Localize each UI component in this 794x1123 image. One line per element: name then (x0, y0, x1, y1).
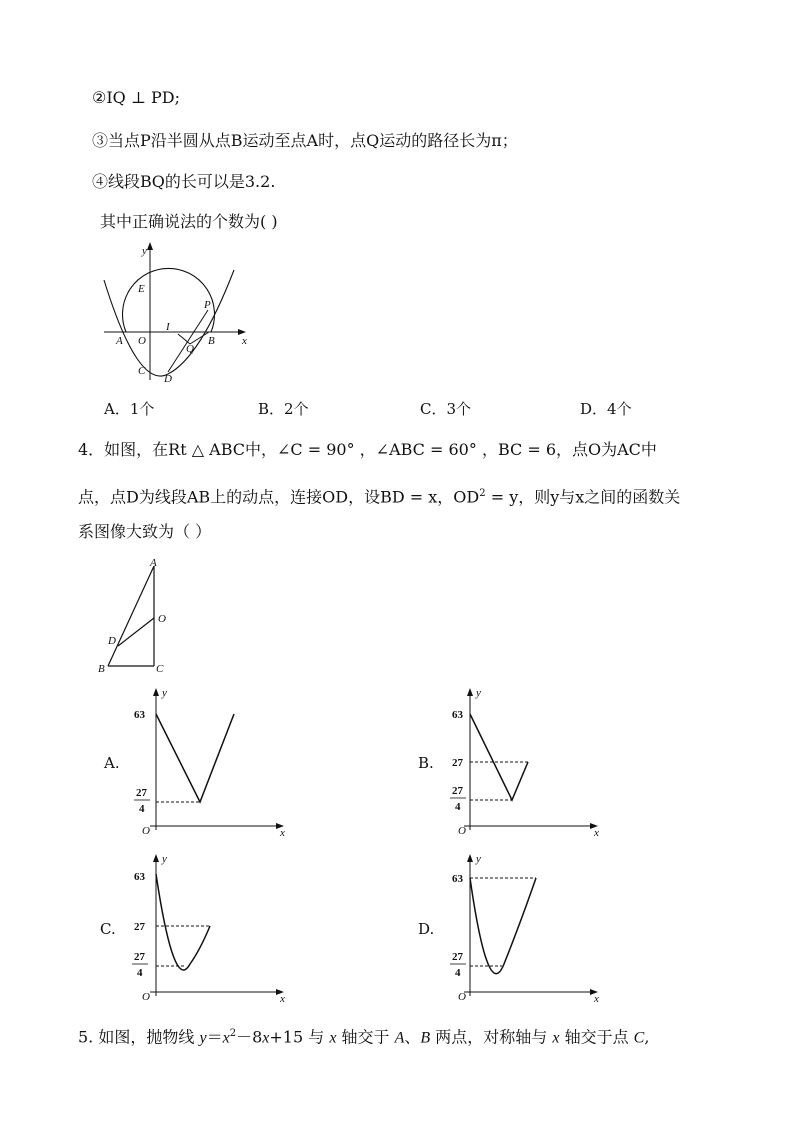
q4-line-1: 4．如图，在Rt △ ABC中，∠C = 90° ，∠ABC = 60° ，BC = 6，点O为AC中 (78, 440, 657, 459)
gb-x: x (594, 827, 599, 839)
tri-label-c: C (156, 663, 164, 675)
ga-y: y (162, 687, 167, 699)
gc-27: 27 (134, 921, 145, 933)
q5-eq-sup: 2 (229, 1028, 237, 1039)
tri-label-a: A (150, 557, 157, 569)
statement-3: ③当点P沿半圆从点B运动至点A时，点Q运动的路径长为π； (92, 131, 518, 150)
tri-label-d: D (108, 635, 116, 647)
graph-option-c: C. (100, 920, 116, 938)
curve-b (470, 714, 528, 800)
q4-line-2 (78, 484, 680, 507)
q5-x: x (329, 1029, 337, 1047)
q5-c: C (633, 1029, 645, 1047)
q4-triangle (96, 556, 176, 676)
q5-text-4: 两点，对称轴与 (430, 1027, 553, 1047)
q5-text-2: 轴交于 (336, 1027, 395, 1047)
gc-x: x (280, 993, 285, 1005)
gb-o: O (458, 825, 466, 837)
graph-c (130, 854, 300, 1004)
q3-option-c: C．3个 (420, 400, 472, 418)
gb-y: y (476, 687, 481, 699)
gd-x: x (594, 993, 599, 1005)
label-c: C (138, 365, 146, 377)
ga-frac-den: 4 (139, 803, 145, 815)
graph-d (444, 854, 614, 1004)
label-i: I (166, 321, 170, 333)
q4-line-2-part-b: = y，则y与x之间的函数关 (485, 487, 681, 507)
label-x: x (242, 335, 247, 347)
q3-option-a: A．1个 (104, 400, 155, 418)
q5-eq-equals: ＝ (206, 1027, 223, 1047)
side-ab (108, 566, 154, 666)
gd-63: 63 (452, 873, 463, 885)
ga-o: O (142, 825, 150, 837)
y-axis-arrow (147, 242, 153, 250)
graph-option-d: D. (418, 920, 435, 938)
q3-option-d: D．4个 (580, 400, 632, 418)
q5-number: 5. (78, 1027, 94, 1047)
q5-b: B (420, 1029, 431, 1047)
q5-text-5: 轴交于点 (559, 1027, 634, 1047)
ga-63: 63 (134, 709, 145, 721)
gb-27: 27 (452, 757, 463, 769)
gd-y: y (476, 853, 481, 865)
q5-eq-x: x (222, 1029, 230, 1047)
label-d: D (164, 373, 172, 385)
tri-label-o: O (158, 613, 166, 625)
gb-frac-num: 27 (452, 785, 463, 797)
q4-superscript: 2 (479, 488, 486, 499)
graph-b (444, 688, 614, 838)
question-prompt: 其中正确说法的个数为( ) (100, 212, 278, 231)
q5-eq-y: y (199, 1029, 207, 1047)
q4-line-3: 系图像大致为（ ） (78, 522, 212, 541)
label-a: A (116, 335, 123, 347)
statement-2: ②IQ ⊥ PD; (92, 88, 180, 107)
q5-x2: x (552, 1029, 560, 1047)
gc-frac-num: 27 (134, 951, 145, 963)
graph-option-a: A. (104, 754, 120, 772)
q5-text-1: 如图，抛物线 (93, 1027, 200, 1047)
gd-frac-num: 27 (452, 951, 463, 963)
q5-line-1 (78, 1024, 649, 1048)
q5-text-3: 、 (404, 1027, 421, 1047)
gc-63: 63 (134, 871, 145, 883)
gb-63: 63 (452, 709, 463, 721)
label-o: O (138, 335, 146, 347)
graph-option-b: B. (418, 754, 434, 772)
statement-4: ④线段BQ的长可以是3.2. (92, 172, 276, 191)
gc-o: O (142, 991, 150, 1003)
q5-eq-rest-1: －8 (236, 1027, 263, 1047)
q4-line-2-part-a: 点，点D为线段AB上的动点，连接OD，设BD = x，OD (78, 487, 480, 507)
q5-eq-rest-2: +15 与 (269, 1027, 330, 1047)
q5-eq-x2: x (262, 1029, 270, 1047)
curve-d (470, 878, 536, 974)
label-e: E (138, 283, 145, 295)
label-p: P (204, 299, 211, 311)
graph-a (130, 688, 300, 838)
q5-text-6: , (644, 1027, 650, 1047)
curve-a (156, 714, 234, 802)
gd-frac-den: 4 (455, 967, 461, 979)
gc-y: y (162, 853, 167, 865)
tri-label-b: B (98, 663, 105, 675)
q3-figure (96, 240, 256, 390)
segment-pd (168, 310, 208, 372)
ga-frac-num: 27 (136, 787, 147, 799)
gb-frac-den: 4 (455, 801, 461, 813)
curve-c (156, 874, 210, 970)
q5-a: A (394, 1029, 405, 1047)
gc-frac-den: 4 (137, 967, 143, 979)
label-b: B (208, 335, 215, 347)
label-y: y (142, 245, 147, 257)
label-q: Q (186, 343, 194, 355)
q3-option-b: B．2个 (258, 400, 309, 418)
gd-o: O (458, 991, 466, 1003)
ga-x: x (280, 827, 285, 839)
